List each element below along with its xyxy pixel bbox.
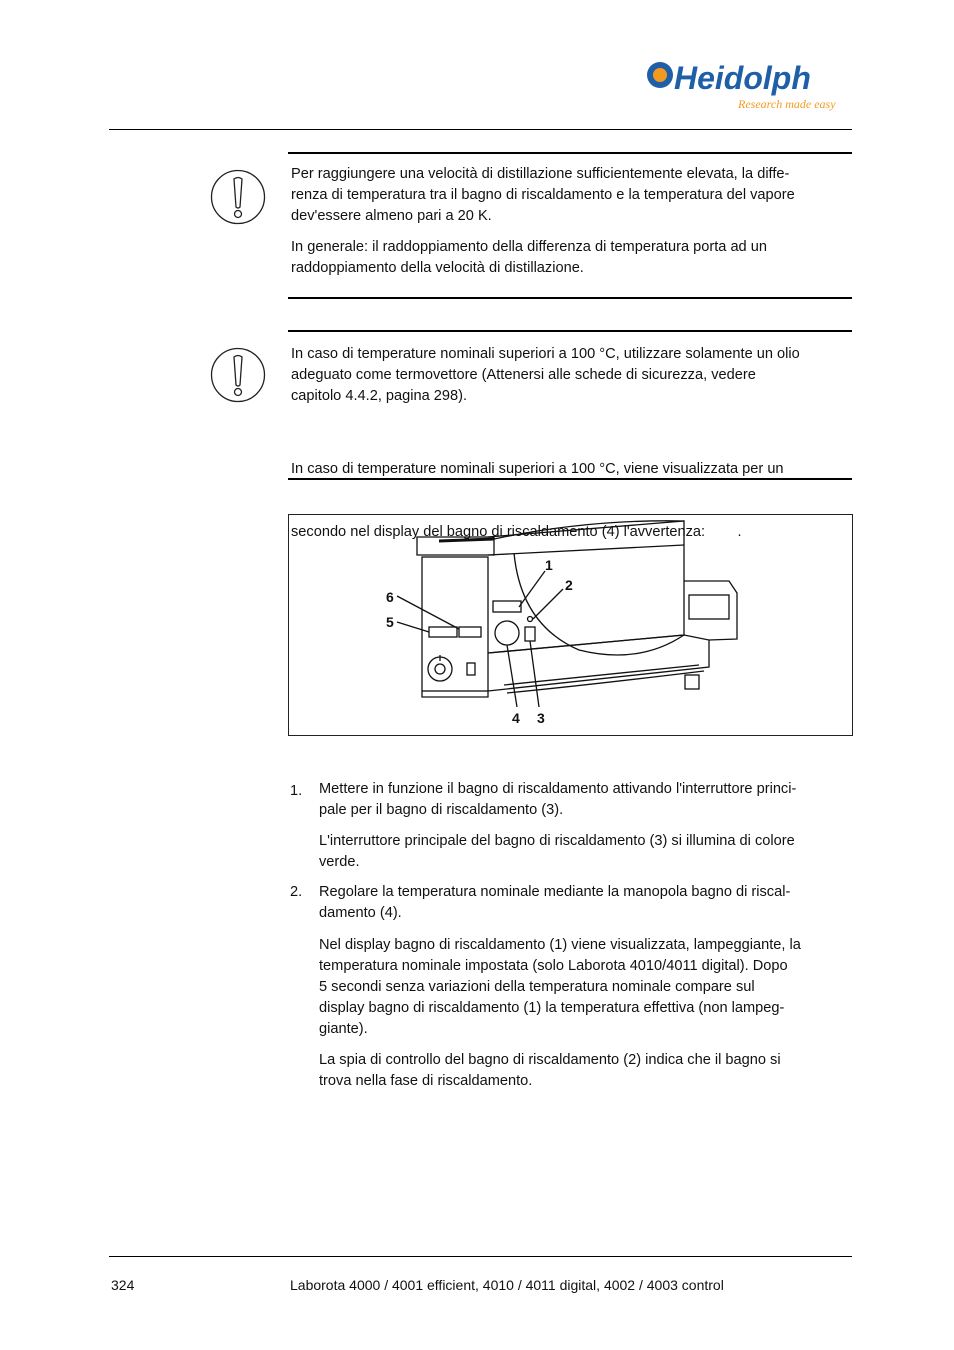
text-line: In caso di temperature nominali superiori a 100 °C, viene visualizzata per un [291, 461, 784, 477]
header-rule [109, 129, 852, 130]
figure-frame [288, 514, 853, 736]
note2-top-rule [288, 330, 852, 332]
logo-tagline: Research made easy [738, 97, 836, 111]
text-line: trova nella fase di riscaldamento. [319, 1073, 533, 1089]
callout-label: 5 [386, 614, 394, 630]
note2-paragraph-1 [291, 344, 856, 407]
text-line: La spia di controllo del bagno di riscaldamento (2) indica che il bagno si [319, 1052, 781, 1068]
callout-label: 4 [512, 710, 520, 726]
text-line: In caso di temperature nominali superiori a 100 °C, utilizzare solamente un olio [291, 346, 800, 362]
step-number: 2. [290, 884, 303, 900]
page-number: 324 [111, 1277, 135, 1293]
step-2-result-2 [319, 1050, 859, 1092]
exclamation-icon [209, 168, 267, 231]
note2-bottom-rule [288, 478, 852, 480]
text-line: renza di temperatura tra il bagno di riscaldamento e la temperatura del vapore [291, 187, 795, 203]
text-line: temperatura nominale impostata (solo Laborota 4010/4011 digital). Dopo [319, 958, 788, 974]
note1-top-rule [288, 152, 852, 154]
heidolph-logo-icon [646, 54, 856, 114]
text-line: Nel display bagno di riscaldamento (1) viene visualizzata, lampeggiante, la [319, 937, 801, 953]
text-line: capitolo 4.4.2, pagina 298). [291, 388, 468, 404]
text-line: Per raggiungere una velocità di distillazione sufficientemente elevata, la diffe- [291, 166, 790, 182]
callout-label: 2 [565, 577, 573, 593]
text-line: Regolare la temperatura nominale mediante la manopola bagno di riscal- [319, 884, 791, 900]
text-line: L'interruttore principale del bagno di riscaldamento (3) si illumina di colore [319, 833, 795, 849]
callout-label: 1 [545, 557, 553, 573]
text-line: verde. [319, 854, 360, 870]
step-2-result-1 [319, 935, 859, 1040]
text-line: raddoppiamento della velocità di distillazione. [291, 260, 584, 276]
note1-paragraph-1 [291, 164, 856, 227]
step-1-text [319, 779, 859, 821]
text-line: Mettere in funzione il bagno di riscaldamento attivando l'interruttore princi- [319, 781, 797, 797]
text-line: dev'essere almeno pari a 20 K. [291, 208, 492, 224]
note1-bottom-rule [288, 297, 852, 299]
brand-logo [646, 54, 856, 114]
text-line: secondo nel display del bagno di riscaldamento (4) l'avvertenza: . [291, 524, 742, 540]
rotary-evaporator-drawing [289, 515, 852, 735]
callout-label: 3 [537, 710, 545, 726]
exclamation-icon [209, 346, 267, 409]
step-2-text [319, 882, 859, 924]
footer-rule [109, 1256, 852, 1257]
callout-label: 6 [386, 589, 394, 605]
step-1-result [319, 831, 859, 873]
text-line: 5 secondi senza variazioni della temperatura nominale compare sul [319, 979, 755, 995]
text-line: adeguato come termovettore (Attenersi alle schede di sicurezza, vedere [291, 367, 756, 383]
text-line: damento (4). [319, 905, 402, 921]
logo-wordmark: Heidolph [674, 60, 811, 96]
note1-paragraph-2 [291, 237, 856, 279]
text-line: In generale: il raddoppiamento della differenza di temperatura porta ad un [291, 239, 767, 255]
text-line: giante). [319, 1021, 368, 1037]
text-line: pale per il bagno di riscaldamento (3). [319, 802, 564, 818]
step-number: 1. [290, 783, 303, 799]
text-line: display bagno di riscaldamento (1) la temperatura effettiva (non lampeg- [319, 1000, 785, 1016]
footer-title: Laborota 4000 / 4001 efficient, 4010 / 4011 digital, 4002 / 4003 control [290, 1277, 724, 1293]
